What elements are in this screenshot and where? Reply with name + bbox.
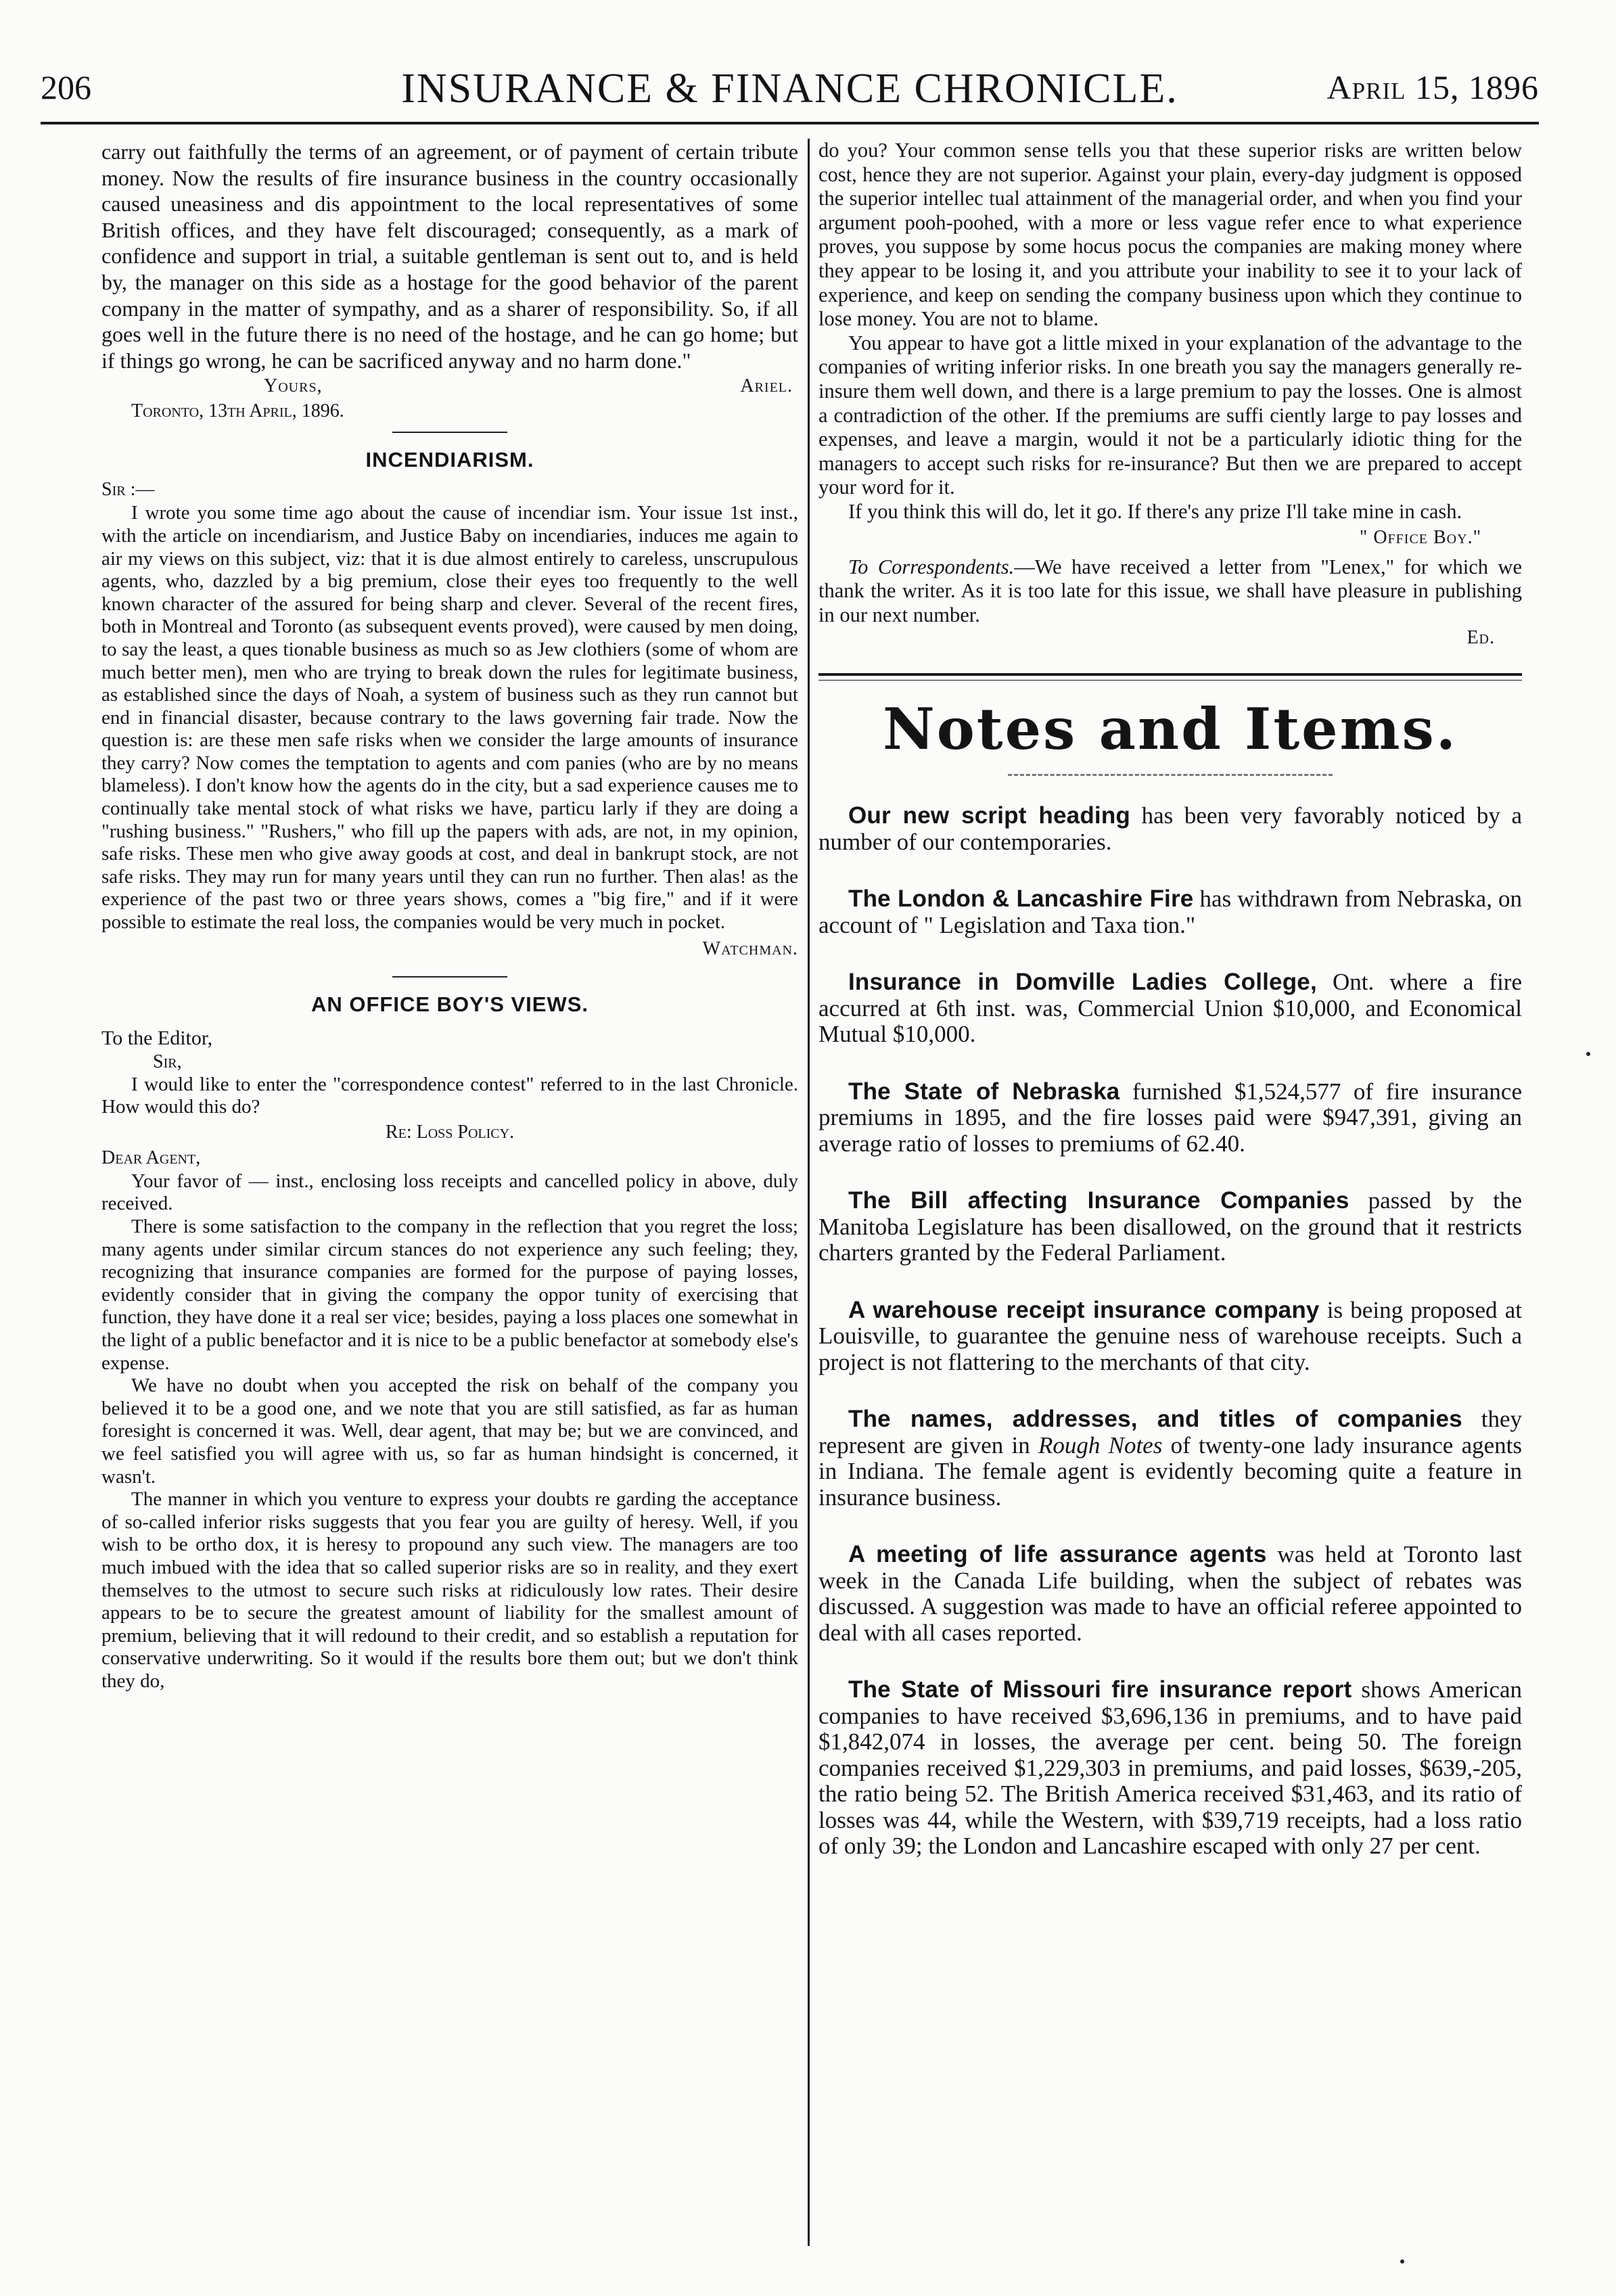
notes-item-text: Ont. where a fire accurred at 6th inst. was, Commercial Union $10,000, and Economical Mutual $10,000. [818,969,1522,1048]
office-boy-heading: AN OFFICE BOY'S VIEWS. [310,992,588,1016]
letter-signature: Ariel. [740,375,793,397]
notes-item-lead: Insurance in Domville Ladies College, [848,969,1317,996]
section-rule [392,432,507,433]
notes-item-text-before: they represent are given in [818,1406,1522,1459]
notes-item-lead: The names, addresses, and titles of companies [848,1406,1462,1433]
print-speck [1586,1052,1590,1056]
notes-item-text: of twenty-one lady insurance agents in Indiana. The female agent is evidently becoming quite a feature in insurance business. [818,1431,1522,1511]
notes-item [818,803,1522,855]
correspondents-note [818,555,1522,628]
notes-item-text: passed by the Manitoba Legislature has been disallowed, on the ground that it restricts charters granted by the Federal Parliament. [818,1187,1522,1266]
office-boy-dear: Dear Agent, [101,1147,201,1168]
incendiarism-salutation: Sir :— [101,479,155,501]
notes-item-lead: The State of Nebraska [848,1078,1120,1105]
notes-and-items-title: Notes and Items. [882,695,1458,763]
office-boy-greeting-sir: Sir, [153,1051,182,1072]
notes-item [818,1298,1522,1376]
publication-title: INSURANCE & FINANCE CHRONICLE. [401,66,1178,112]
office-boy-continuation [818,139,1522,549]
notes-item-lead: A meeting of life assurance agents [848,1541,1267,1568]
notes-item-italic: Rough Notes [1038,1431,1163,1459]
office-boy-cont-p1: do you? Your common sense tells you that these superior risks are written below cost, hence they are not superior. Against your plain, every-day judgment is opposed the superior intellec tual attainment of the managerial order, and when you find your argument pooh-poohed, with a more or less vague refer ence to what experience proves, you suppose by some hocus pocus the companies are making money where they appear to be losing it, and you attribute your inability to see it to your lack of experience, and keep on sending the company business upon which they continue to lose money. You are not to blame. [818,139,1522,331]
notes-item [818,886,1522,938]
page-number: 206 [41,68,91,106]
letter-continuation [101,139,798,423]
print-speck [1400,2259,1404,2264]
letter-body: carry out faithfully the terms of an agreement, or of payment of certain tribute money. Now the results of fire insurance business in the country occasionally caused uneasiness and dis appointment to the local representatives of some British offices, and they have felt discouraged; consequently, as a mark of confidence and support in trial, a suitable gentleman is sent out to, and is held by, the manager on this side as a hostage for the good behavior of the parent company in the matter of sympathy, and as a sharer of responsibility. So, if all goes well in the future there is no need of the hostage, and he can go home; but if things go wrong, he can be sacrificed anyway and no harm done." [101,139,798,373]
notes-item-text: shows American companies to have received $3,696,136 in premiums, and to have paid $1,842,074 in losses, the average per cent. being 50. The foreign companies received $1,229,303 in premiums, and paid losses, $639,-205, the ratio being 52. The British America received $31,463, and its ratio of losses was 44, while the Western, with $39,719 receipts, had a loss ratio of only 39; the London and Lancashire escaped with only 27 per cent. [818,1676,1522,1860]
notes-item [818,1406,1522,1511]
notes-item-lead: The London & Lancashire Fire [848,886,1194,913]
office-boy-re-line: Re: Loss Policy. [385,1121,515,1143]
issue-date: April 15, 1896 [1326,68,1539,106]
incendiarism-signature: Watchman. [702,938,798,959]
office-boy-intro: I would like to enter the "correspondence contest" referred to in the last Chronicle. How would this do? [101,1073,798,1118]
office-boy-paragraph: Your favor of — inst., enclosing loss receipts and cancelled policy in above, duly received. [101,1170,798,1215]
left-column [101,139,798,2249]
office-boy-paragraph: There is some satisfaction to the company in the reflection that you regret the loss; many agents under similar circum stances do not experience any such feeling; they, recognizing that insurance companies are formed for the purpose of paying losses, evidently consider that in giving the company the oppor tunity of exercising that function, they have done it a real ser vice; besides, paying a loss places one somewhat in the light of a public benefactor and it is nice to be a public benefactor at somebody else's expense. [101,1216,798,1374]
incendiarism-heading: INCENDIARISM. [365,448,534,472]
column-divider [808,139,810,2246]
notes-item-lead: A warehouse receipt insurance company [848,1296,1320,1323]
office-boy-paragraph: We have no doubt when you accepted the risk on behalf of the company you believed it to be a good one, and we note that you are still satisfied, as far as human foresight is concerned it was. Well, dear agent, that may be; but we are convinced, and we feel satisfied you will agree with us, so far as human hindsight is concerned, it wasn't. [101,1375,798,1488]
correspondents-signature: Ed. [1467,627,1495,649]
office-boy-paragraph: The manner in which you venture to express your doubts re garding the acceptance of so-called inferior risks suggests that you fear you are guilty of heresy. Well, if you wish to be ortho dox, it is heresy to propound any such view. The managers are too much imbued with the idea that so called superior risks are so in reality, and they exert themselves to the utmost to secure such risks at ridiculously low rates. Their desire appears to be to secure the greatest amount of liability for the smallest amount of premium, believing that it will redound to their credit, and so establish a reputation for conservative underwriting. So it would if the results bore them out; but we don't think they do, [101,1488,798,1692]
office-boy-cont-p3: If you think this will do, let it go. If there's any prize I'll take mine in cash. [848,499,1462,523]
notes-item-lead: The State of Missouri fire insurance report [848,1676,1352,1703]
notes-top-rule [818,673,1522,681]
right-column [818,139,1522,2249]
notes-item [818,1542,1522,1646]
notes-item [818,1677,1522,1860]
notes-item-text: furnished $1,524,577 of fire insurance premiums in 1895, and the fire losses paid were $947,391, giving an average ratio of losses to premiums of 62.40. [818,1078,1522,1157]
page-header [41,61,1539,124]
office-boy-article [101,992,798,1693]
notes-item-lead: Our new script heading [848,802,1130,829]
notes-title-rule [1008,774,1333,776]
office-boy-signature: " Office Boy." [1359,526,1481,548]
notes-item-text: has been very favorably noticed by a number of our contemporaries. [818,802,1522,855]
correspondents-text: —We have received a letter from "Lenex," for which we thank the writer. As it is too late for this issue, we shall have pleasure in publishing in our next number. [818,555,1522,626]
notes-item-lead: The Bill affecting Insurance Companies [848,1187,1349,1214]
notes-item [818,1188,1522,1266]
to-correspondents [818,555,1522,649]
correspondents-label: To Correspondents. [848,555,1015,578]
incendiarism-article [101,448,798,959]
notes-item-text: has withdrawn from Nebraska, on account of " Legislation and Taxa tion." [818,886,1522,938]
notes-item-text: was held at Toronto last week in the Canada Life building, when the subject of rebates was discussed. A suggestion was made to have an official referee appointed to deal with all cases reported. [818,1541,1522,1646]
notes-item [818,969,1522,1048]
notes-item [818,1079,1522,1157]
office-boy-greeting: To the Editor, [101,1026,213,1049]
office-boy-cont-p2: You appear to have got a little mixed in your explanation of the advantage to the companies of writing inferior risks. In one breath you say the managers generally re-insure them well down, and there is a large premium to pay the losses. One is almost a contradiction of the other. If the premiums are suffi ciently large to pay losses and expenses, and leave a margin, would it not be a particularly idiotic thing for the managers to accept such risks for re-insurance? But then we are prepared to accept your word for it. [818,331,1522,499]
notes-item-text: is being proposed at Louisville, to guarantee the genuine ness of warehouse receipts. Such a project is not flattering to the merchants of that city. [818,1296,1522,1375]
incendiarism-body: I wrote you some time ago about the cause of incendiar ism. Your issue 1st inst., with the article on incendiarism, and Justice Baby on incendiaries, induces me again to air my views on this subject, viz: that it is due almost entirely to careless, unscrupulous agents, who, dazzled by a big premium, close their eyes too frequently to the well known character of the assured for being sharp and clever. Several of the recent fires, both in Montreal and Toronto (as subsequent events proved), were caused by men doing, to say the least, a ques tionable business as much so as Jew clothiers (some of whom are much better men), men who are trying to break down the rules for legitimate business, as established since the days of Noah, a system of business such as they run cannot but end in financial disaster, because contrary to the laws governing fair trade. Now the question is: are these men safe risks when we consider the large amounts of insurance they carry? Now comes the temptation to agents and com panies (who are by no means blameless). I don't know how the agents do in the city, but a sad experience causes me to continually take mental stock of what risks we have, particu larly if they are doing a "rushing business." "Rushers," who fill up the papers with ads, are not, in my opinion, safe risks. These men who give away goods at cost, and deal in bankrupt stock, are not safe risks. They may run for many years until they can run no further. Then alas! as the experience of the past two or three years shows, comes a "big fire," and if it were possible to estimate the real loss, the companies would be very much in pocket. [101,502,798,934]
letter-sign-row [101,373,798,399]
letter-dateline: Toronto, 13th April, 1896. [131,400,344,422]
section-rule [392,976,507,978]
notes-list [818,803,1522,1860]
letter-closing: Yours, [264,375,323,397]
